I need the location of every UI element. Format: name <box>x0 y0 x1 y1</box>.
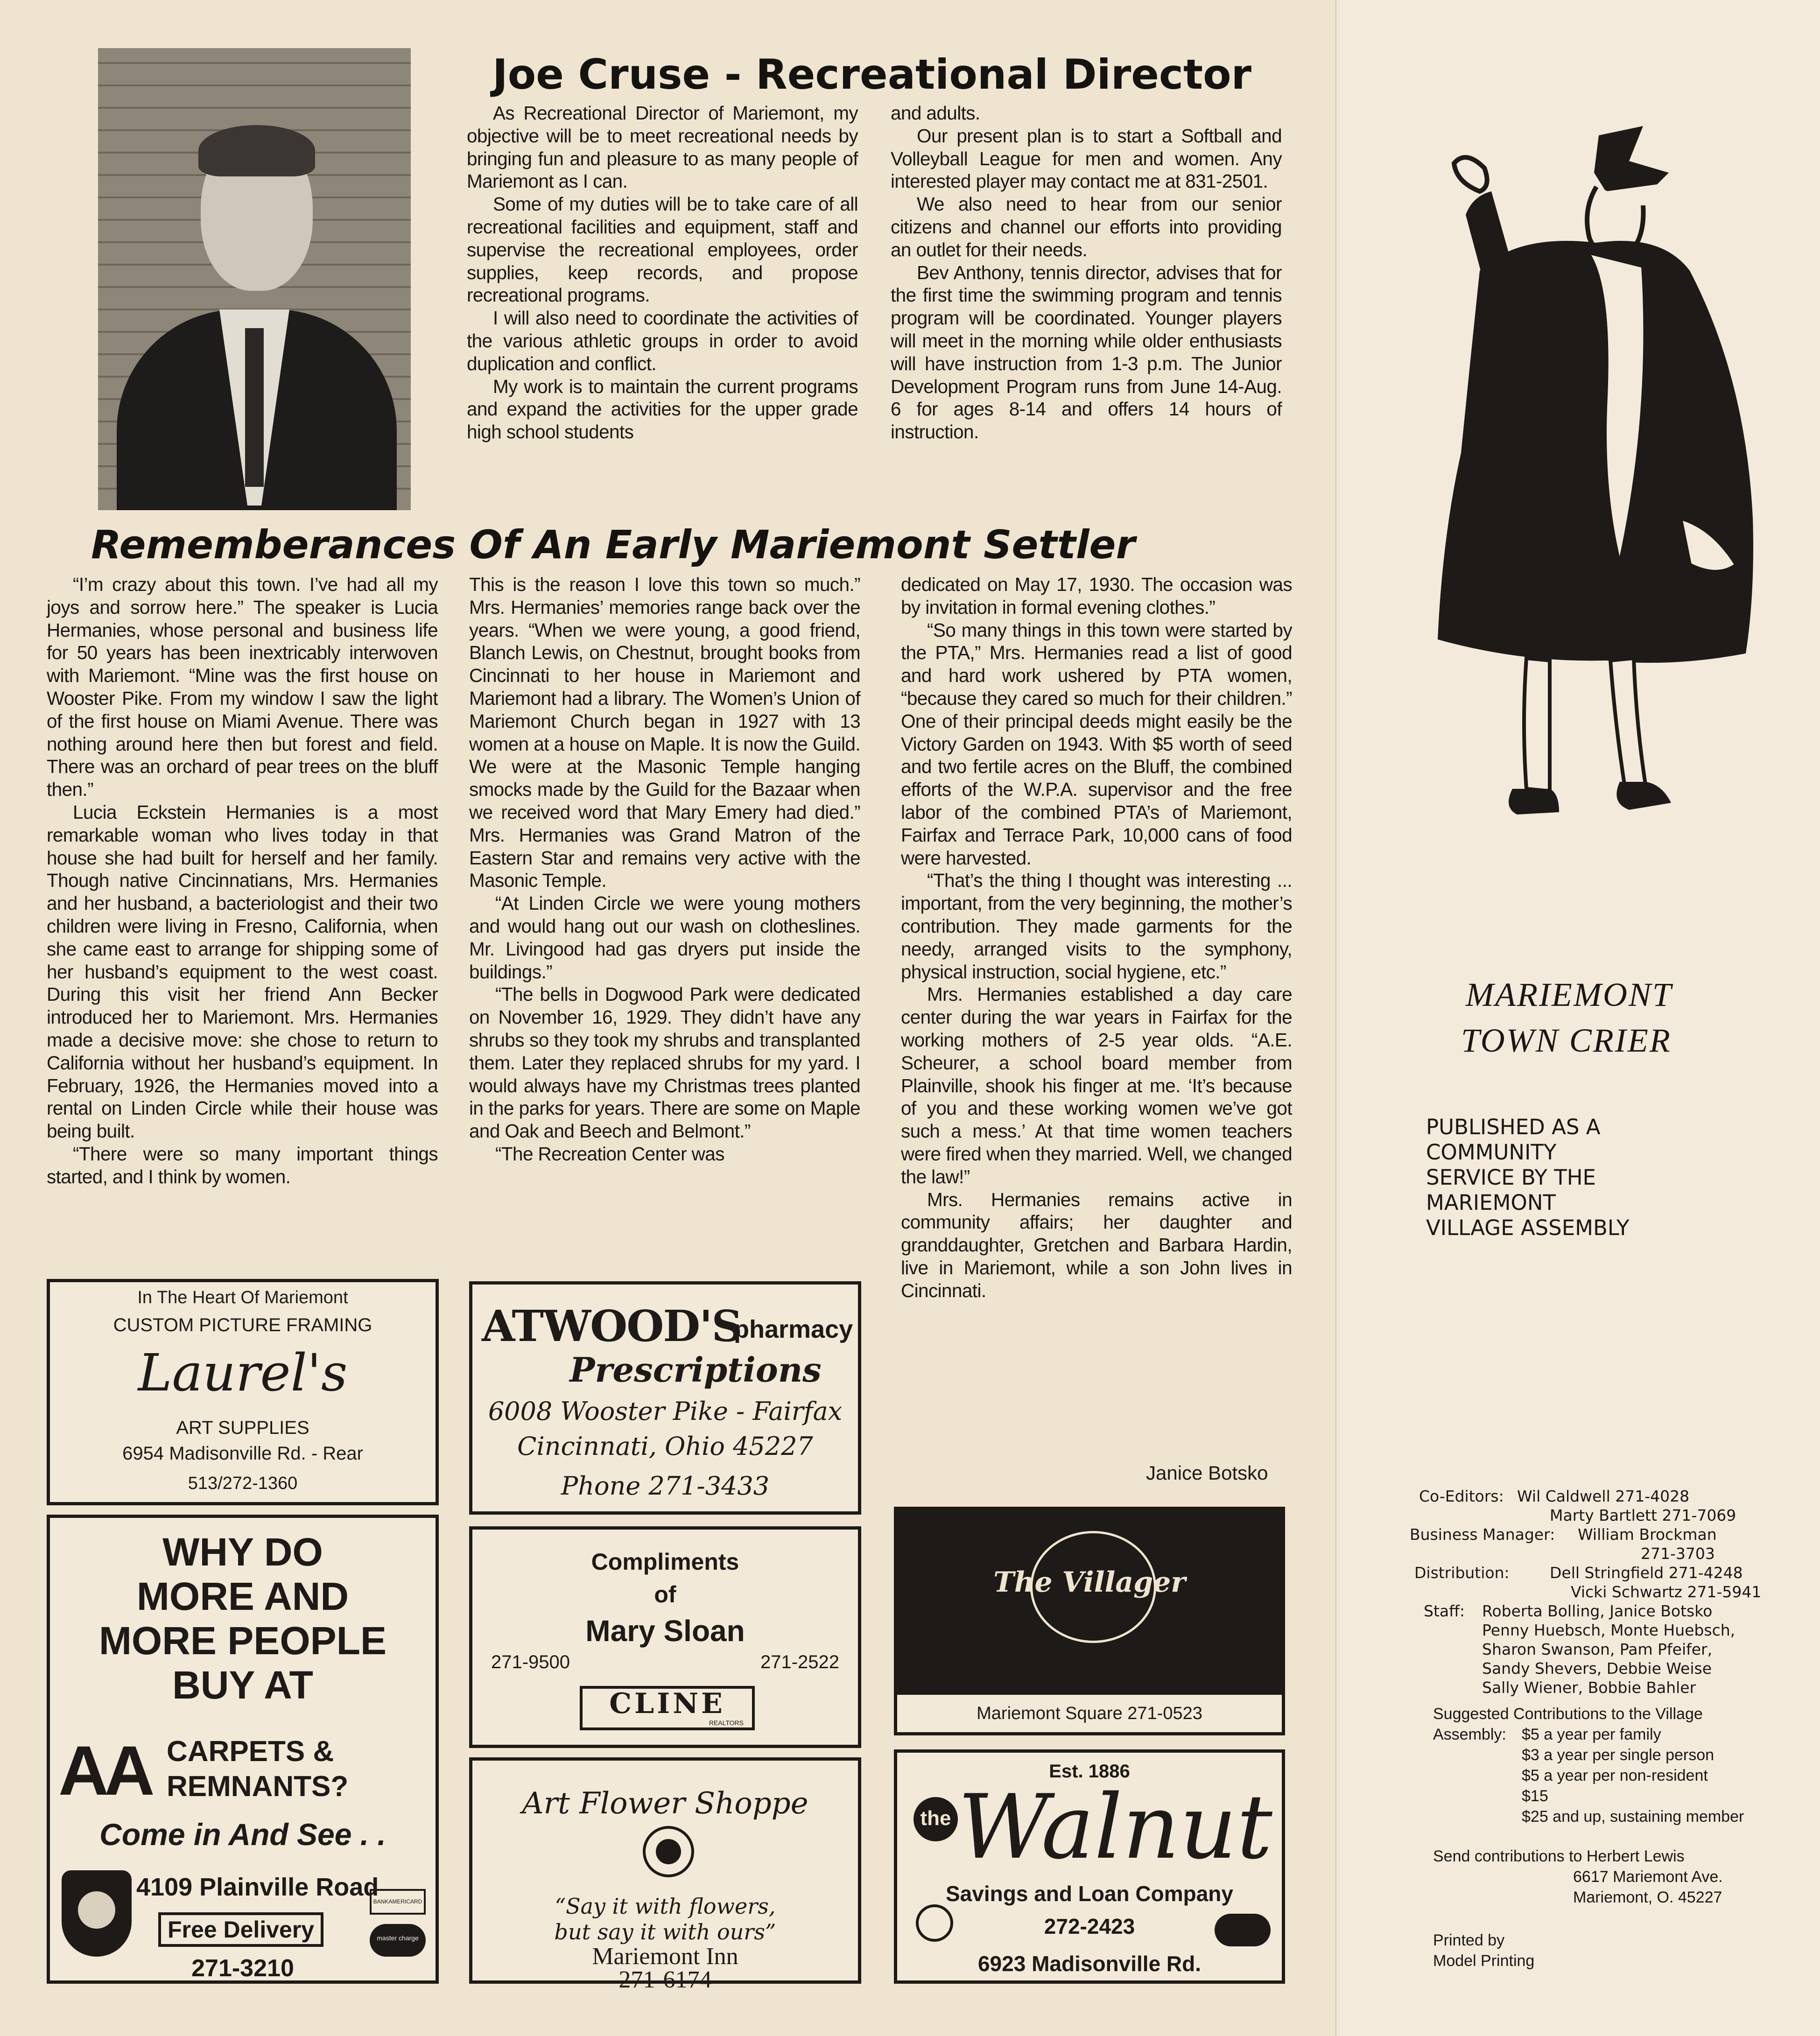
published-statement <box>1426 1115 1629 1241</box>
paragraph: My work is to maintain the current programs and expand the activities for the upper grade high school students <box>467 375 858 443</box>
published-line: SERVICE BY THE <box>1426 1165 1596 1190</box>
masthead-title-2: TOWN CRIER <box>1461 1022 1672 1059</box>
coeditor-2: Marty Bartlett 271-7069 <box>1550 1506 1736 1524</box>
printed-by: Printed by <box>1433 1931 1505 1949</box>
paragraph: Some of my duties will be to take care of all recreational facilities and equipment, staff and supervise the recreational employees, order supplies, keep records, and propose recreational programs. <box>467 193 858 306</box>
paragraph: This is the reason I love this town so much.” Mrs. Hermanies’ memories range back over the years. “When we were young, a good friend, Blanch Lewis, on Chestnut, brought books from Cincinnati to her house in Mariemont and Mariemont had a library. The Women’s Union of Mariemont Church began in 1927 with 13 women at a house on Maple. It is now the Guild. We were at the Masonic Temple hanging smocks made by the Guild for the Bazaar when we received word that Mary Emery had died.” Mrs. Hermanies was Grand Matron of the Eastern Star and remains very active with the Masonic Temple. <box>469 574 860 892</box>
bankamericard-logo: BANKAMERICARD <box>370 1889 426 1915</box>
published-line: VILLAGE ASSEMBLY <box>1426 1215 1630 1240</box>
laurels-top: In The Heart Of Mariemont <box>137 1288 348 1307</box>
flower-phone: 271-6174 <box>618 1966 712 1993</box>
published-line: PUBLISHED AS A <box>1426 1115 1601 1139</box>
paragraph: “At Linden Circle we were young mothers and would hang out our wash on clotheslines. Mr. Livingood had gas dryers put inside the buildings.” <box>469 892 860 983</box>
ad-art-flower-shoppe <box>469 1757 861 1993</box>
paragraph: Bev Anthony, tennis director, advises that for the first time the swimming program and tennis program will be coordinated. Younger players will meet in the morning while older enthusiasts will have instruction from 1-3 p.m. The Junior Development Program runs from June 14-Aug. 6 for ages 8-14 and offers 14 hours of instruction. <box>891 261 1282 443</box>
ad-mary-sloan <box>469 1526 861 1748</box>
aa-delivery: Free Delivery <box>158 1912 323 1947</box>
published-line: MARIEMONT <box>1426 1190 1556 1215</box>
paragraph: “So many things in this town were started by the PTA,” Mrs. Hermanies read a list of good and hard work ushered by PTA women, “because they cared so much for their children.” One of their principal deeds might easily be the Victory Garden on 1943. With $5 worth of seed and two fertile acres on the Bluff, the combined efforts of the W.P.A. supervisor and the free labor of the combined PTA’s of Mariemont, Fairfax and Terrace Park, 10,000 cans of food were harvested. <box>901 619 1292 869</box>
staff-line: Sharon Swanson, Pam Pfeifer, <box>1482 1640 1713 1658</box>
aa-logo-text1: CARPETS & <box>167 1735 334 1768</box>
aa-logo-text2: REMNANTS? <box>167 1770 349 1803</box>
villager-logo: The Villager <box>993 1566 1186 1599</box>
aa-line2: MORE AND <box>136 1574 349 1618</box>
paragraph: As Recreational Director of Mariemont, my objective will be to meet recreational needs by bringing fun and pleasure to as many people of Mariemont as I can. <box>467 102 858 192</box>
ad-aa-carpets <box>47 1515 439 1984</box>
atwood-logo2: pharmacy <box>734 1315 853 1343</box>
joe-cruse-photo <box>98 48 411 510</box>
paragraph: “The bells in Dogwood Park were dedicated on November 16, 1929. They didn’t have any shrubs so they took my shrubs and transplanted them. Later they replaced shrubs for my yard. I would always have my Christmas trees planted in the parks for years. There are some on Maple and Oak and Beech and Belmont.” <box>469 983 860 1142</box>
aa-address: 4109 Plainville Road <box>136 1873 379 1901</box>
paragraph: I will also need to coordinate the activities of the various athletic groups in order to avoid duplication and conflict. <box>467 307 858 374</box>
walnut-the: the <box>914 1797 958 1841</box>
paragraph: Our present plan is to start a Softball and Volleyball League for men and women. Any interested player may contact me at 831-2501. <box>891 125 1282 192</box>
laurels-line3: ART SUPPLIES <box>176 1418 309 1438</box>
ad-laurels <box>47 1279 439 1505</box>
paragraph: Lucia Eckstein Hermanies is a most remarkable woman who lives today in that house she had built for herself and her family. Though native Cincinnatians, Mrs. Hermanies and her husband, a bacteriologist and their two children were living in Fresno, California, when she came east to arrange for shipping some of her husband’s equipment to the west coast. During this visit her friend Ann Becker introduced her to Mariemont. Mrs. Hermanies made a decisive move: she chose to return to California without her husband’s equipment. In February, 1926, the Hermanies moved into a rental on Linden Circle while their house was being built. <box>47 801 438 1142</box>
sloan-line2: of <box>654 1581 676 1608</box>
published-line: COMMUNITY <box>1426 1140 1557 1165</box>
paragraph: We also need to hear from our senior citizens and channel our efforts into providing an outlet for their needs. <box>891 193 1282 260</box>
atwood-address: 6008 Wooster Pike - Fairfax <box>488 1397 843 1426</box>
distribution-1: Dell Stringfield 271-4248 <box>1550 1564 1743 1582</box>
staff-line: Sally Wiener, Bobbie Bahler <box>1482 1678 1696 1697</box>
walnut-name: Walnut <box>958 1776 1272 1879</box>
laurels-logo: Laurel's <box>138 1343 348 1403</box>
walnut-phone: 272-2423 <box>1044 1914 1135 1938</box>
sloan-phone1: 271-9500 <box>491 1652 570 1672</box>
walnut-guarantee-icon <box>1215 1914 1271 1946</box>
printer-name: Model Printing <box>1433 1952 1535 1970</box>
master-charge-logo: master charge <box>370 1924 426 1957</box>
recreation-column-2 <box>891 102 1282 443</box>
sloan-phone2: 271-2522 <box>760 1652 839 1672</box>
settler-column-2 <box>469 573 860 1165</box>
send-to: Send contributions to Herbert Lewis <box>1433 1847 1685 1865</box>
town-crier-illustration <box>1410 117 1760 929</box>
send-address-1: 6617 Mariemont Ave. <box>1573 1868 1723 1886</box>
contrib-item: $5 a year per family <box>1522 1726 1661 1743</box>
recreation-headline: Joe Cruse - Recreational Director <box>492 50 1251 98</box>
aa-come: Come in And See . . <box>99 1817 386 1852</box>
paragraph: “The Recreation Center was <box>495 1143 724 1165</box>
laurels-phone: 513/272-1360 <box>188 1474 298 1493</box>
recreation-column-1 <box>467 102 858 443</box>
contrib-item: $15 <box>1522 1787 1548 1805</box>
sloan-name: Mary Sloan <box>585 1614 745 1648</box>
contrib-item: $3 a year per single person <box>1522 1746 1715 1764</box>
staff-box <box>1410 1487 1764 1981</box>
contrib-item: $25 and up, sustaining member <box>1522 1808 1744 1825</box>
aa-line1: WHY DO <box>162 1530 323 1574</box>
atwood-sub: Prescriptions <box>569 1350 822 1390</box>
masthead-title-1: MARIEMONT <box>1466 976 1672 1013</box>
distribution-2: Vicki Schwartz 271-5941 <box>1571 1583 1762 1601</box>
contrib-item: $5 a year per non-resident <box>1522 1767 1708 1784</box>
sloan-line1: Compliments <box>591 1549 739 1575</box>
aa-logo: AA <box>58 1731 150 1810</box>
paragraph: and adults. <box>891 102 980 124</box>
paragraph: Mrs. Hermanies established a day care center during the war years in Fairfax for the working mothers of 2-5 year olds. “A.E. Scheurer, a school board member from Plainville, shook his finger at me. ‘It’s because of you and these working women we’ve got such a mess.’ At that time women teachers were fired when they married. Well, we changed the law!” <box>901 983 1292 1187</box>
staff-line: Penny Huebsch, Monte Huebsch, <box>1482 1621 1736 1639</box>
aa-line3: MORE PEOPLE <box>98 1619 387 1663</box>
contrib-label: Assembly: <box>1433 1726 1506 1743</box>
business-2: 271-3703 <box>1641 1545 1715 1563</box>
aa-badge-icon <box>62 1870 132 1957</box>
cline-logo-text: CLINE <box>609 1687 725 1720</box>
paragraph: “I’m crazy about this town. I’ve had all my joys and sorrow here.” The speaker is Lucia Hermanies, whose personal and business life for 50 years has been inextricably interwoven with Mariemont. “Mine was the first house on Wooster Pike. From my window I saw the light of the first house on Miami Avenue. There was nothing around here then but forest and field. There was an orchard of pear trees on the bluff then.” <box>47 574 438 800</box>
paragraph: “There were so many important things started, and I think by women. <box>47 1143 438 1187</box>
walnut-address: 6923 Madisonville Rd. <box>977 1952 1202 1976</box>
send-address-2: Mariemont, O. 45227 <box>1573 1889 1722 1906</box>
byline: Janice Botsko <box>1146 1462 1268 1484</box>
paragraph: dedicated on May 17, 1930. The occasion was by invitation in formal evening clothes.” <box>901 574 1292 618</box>
coeditor-1: Wil Caldwell 271-4028 <box>1517 1487 1690 1505</box>
walnut-est: Est. 1886 <box>1049 1761 1130 1782</box>
staff-label: Staff: <box>1424 1602 1465 1620</box>
flower-quote1: “Say it with flowers, <box>555 1894 776 1919</box>
flower-name: Art Flower Shoppe <box>522 1786 808 1821</box>
cline-logo-sub: REALTORS <box>709 1719 744 1727</box>
ad-the-villager <box>894 1507 1285 1735</box>
laurels-line2: CUSTOM PICTURE FRAMING <box>113 1315 372 1335</box>
staff-line: Roberta Bolling, Janice Botsko <box>1482 1602 1713 1620</box>
settler-headline: Rememberances Of An Early Mariemont Settler <box>91 522 1135 568</box>
distribution-label: Distribution: <box>1414 1564 1510 1582</box>
coeditors-label: Co-Editors: <box>1419 1487 1504 1505</box>
flower-quote2: but say it with ours” <box>554 1919 776 1945</box>
paragraph: Mrs. Hermanies remains active in community affairs; her daughter and granddaughter, Gretchen and Barbara Hardin, live in Mariemont, while a son John lives in Cincinnati. <box>901 1188 1292 1301</box>
laurels-address: 6954 Madisonville Rd. - Rear <box>122 1443 363 1464</box>
atwood-phone: Phone 271-3433 <box>561 1471 770 1501</box>
staff-line: Sandy Shevers, Debbie Weise <box>1482 1659 1712 1678</box>
business-label: Business Manager: <box>1410 1525 1555 1544</box>
page-fold <box>1335 0 1338 2036</box>
settler-column-3 <box>901 573 1292 1302</box>
flower-place: Mariemont Inn <box>592 1943 738 1970</box>
aa-line4: BUY AT <box>172 1663 313 1707</box>
business-1: William Brockman <box>1578 1525 1717 1544</box>
aa-phone: 271-3210 <box>191 1955 294 1982</box>
flower-emblem-icon <box>643 1826 694 1877</box>
atwood-logo: ATWOOD'S <box>482 1301 742 1351</box>
villager-caption: Mariemont Square 271-0523 <box>897 1695 1282 1732</box>
settler-column-1 <box>47 573 438 1188</box>
walnut-sub: Savings and Loan Company <box>946 1882 1233 1906</box>
contrib-line1: Suggested Contributions to the Village <box>1433 1705 1703 1723</box>
atwood-city: Cincinnati, Ohio 45227 <box>517 1432 813 1461</box>
ad-walnut-savings <box>894 1749 1285 1984</box>
cline-logo <box>580 1686 755 1730</box>
ad-atwoods-pharmacy <box>469 1281 861 1515</box>
paragraph: “That’s the thing I thought was interesting ... important, from the very beginning, the mother’s contribution. They made garments for the needy, arranged visits to the symphony, physical instruction, social hygiene, etc.” <box>901 870 1292 983</box>
